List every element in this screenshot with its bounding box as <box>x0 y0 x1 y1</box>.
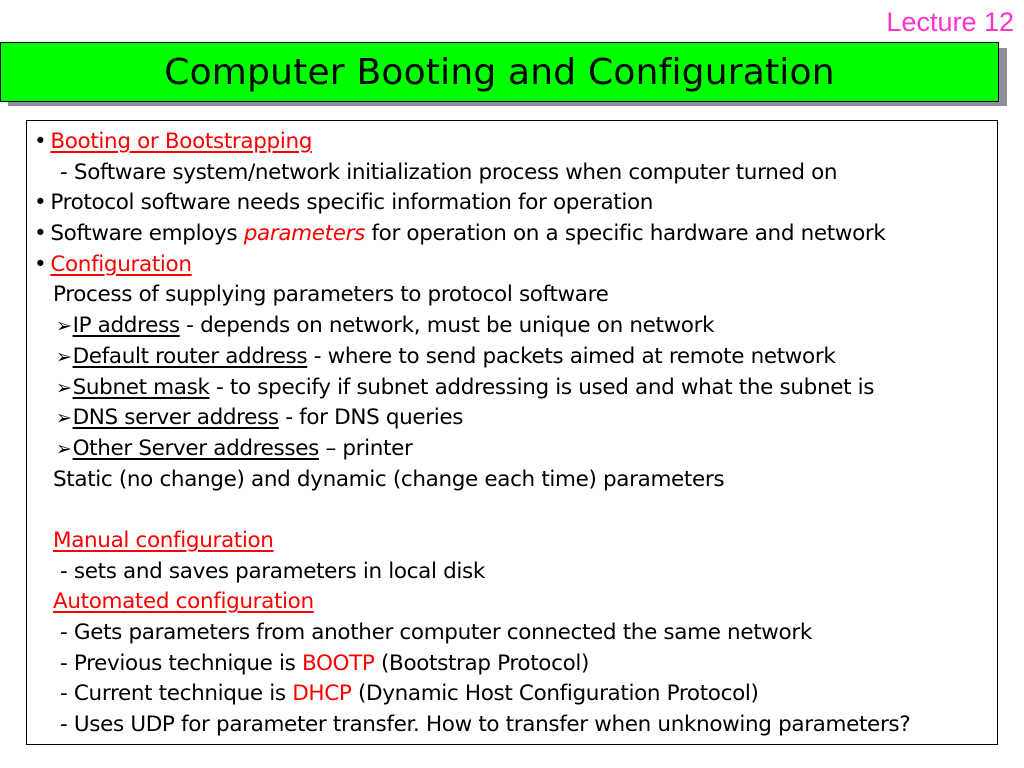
bootp-before: - Previous technique is <box>60 650 302 676</box>
arrow-bullet-icon: ➢ <box>56 437 72 460</box>
param-item <box>27 342 997 373</box>
auto-config-heading: Automated configuration <box>53 589 314 615</box>
auto-config-line-2 <box>27 649 997 680</box>
param-desc: - to specify if subnet addressing is used and what the subnet is <box>209 374 875 400</box>
param-desc: - for DNS queries <box>278 405 464 431</box>
auto-config-line-1: - Gets parameters from another computer connected the same network <box>60 620 812 645</box>
static-dynamic-text: Static (no change) and dynamic (change each time) parameters <box>53 466 725 492</box>
param-term: Other Server addresses <box>72 435 319 461</box>
configuration-description: Process of supplying parameters to protocol software <box>53 282 609 308</box>
param-term: Default router address <box>72 343 308 369</box>
params-word: parameters <box>243 221 365 247</box>
param-item <box>27 403 997 434</box>
param-item <box>27 311 997 342</box>
bullet-parameters <box>27 219 997 250</box>
configuration-heading: Configuration <box>50 251 192 277</box>
bullet-dot-icon: • <box>34 251 47 277</box>
protocol-text: Protocol software needs specific information for operation <box>50 190 654 216</box>
auto-config-line-4: - Uses UDP for parameter transfer. How to transfer when unknowing parameters? <box>60 712 911 738</box>
bullet-protocol <box>27 188 997 219</box>
bullet-dot-icon: • <box>34 190 47 216</box>
param-desc: – printer <box>319 435 413 461</box>
manual-config-line <box>27 526 997 557</box>
slide-title: Computer Booting and Configuration <box>164 51 835 93</box>
bullet-dot-icon: • <box>34 221 47 247</box>
params-text-before: Software employs <box>50 221 238 247</box>
arrow-bullet-icon: ➢ <box>56 407 72 430</box>
blank-line <box>27 495 997 526</box>
arrow-bullet-icon: ➢ <box>56 376 72 399</box>
dhcp-before: - Current technique is <box>60 681 293 707</box>
param-desc: - depends on network, must be unique on network <box>179 313 715 339</box>
lecture-number: Lecture 12 <box>886 7 1014 37</box>
param-desc: - where to send packets aimed at remote network <box>307 343 836 369</box>
auto-config-line <box>27 587 997 618</box>
arrow-bullet-icon: ➢ <box>56 345 72 368</box>
param-item <box>27 434 997 465</box>
bootp-after: (Bootstrap Protocol) <box>374 650 590 676</box>
booting-description: - Software system/network initialization process when computer turned on <box>60 159 838 185</box>
bullet-dot-icon: • <box>34 129 47 154</box>
bootp-term: BOOTP <box>301 650 375 676</box>
params-text-after: for operation on a specific hardware and network <box>371 221 886 247</box>
param-term: IP address <box>72 313 180 339</box>
param-item <box>27 373 997 404</box>
param-term: Subnet mask <box>72 374 210 400</box>
manual-config-description: - sets and saves parameters in local disk <box>60 558 485 584</box>
dhcp-after: (Dynamic Host Configuration Protocol) <box>351 681 759 707</box>
content-box <box>26 120 998 745</box>
bullet-booting <box>27 127 997 158</box>
bullet-configuration <box>27 250 997 281</box>
param-term: DNS server address <box>72 405 279 431</box>
manual-config-heading: Manual configuration <box>53 527 274 553</box>
booting-heading: Booting or Bootstrapping <box>50 129 313 154</box>
arrow-bullet-icon: ➢ <box>56 315 72 338</box>
title-banner <box>0 42 999 102</box>
auto-config-line-3 <box>27 679 997 710</box>
dhcp-term: DHCP <box>292 681 352 707</box>
